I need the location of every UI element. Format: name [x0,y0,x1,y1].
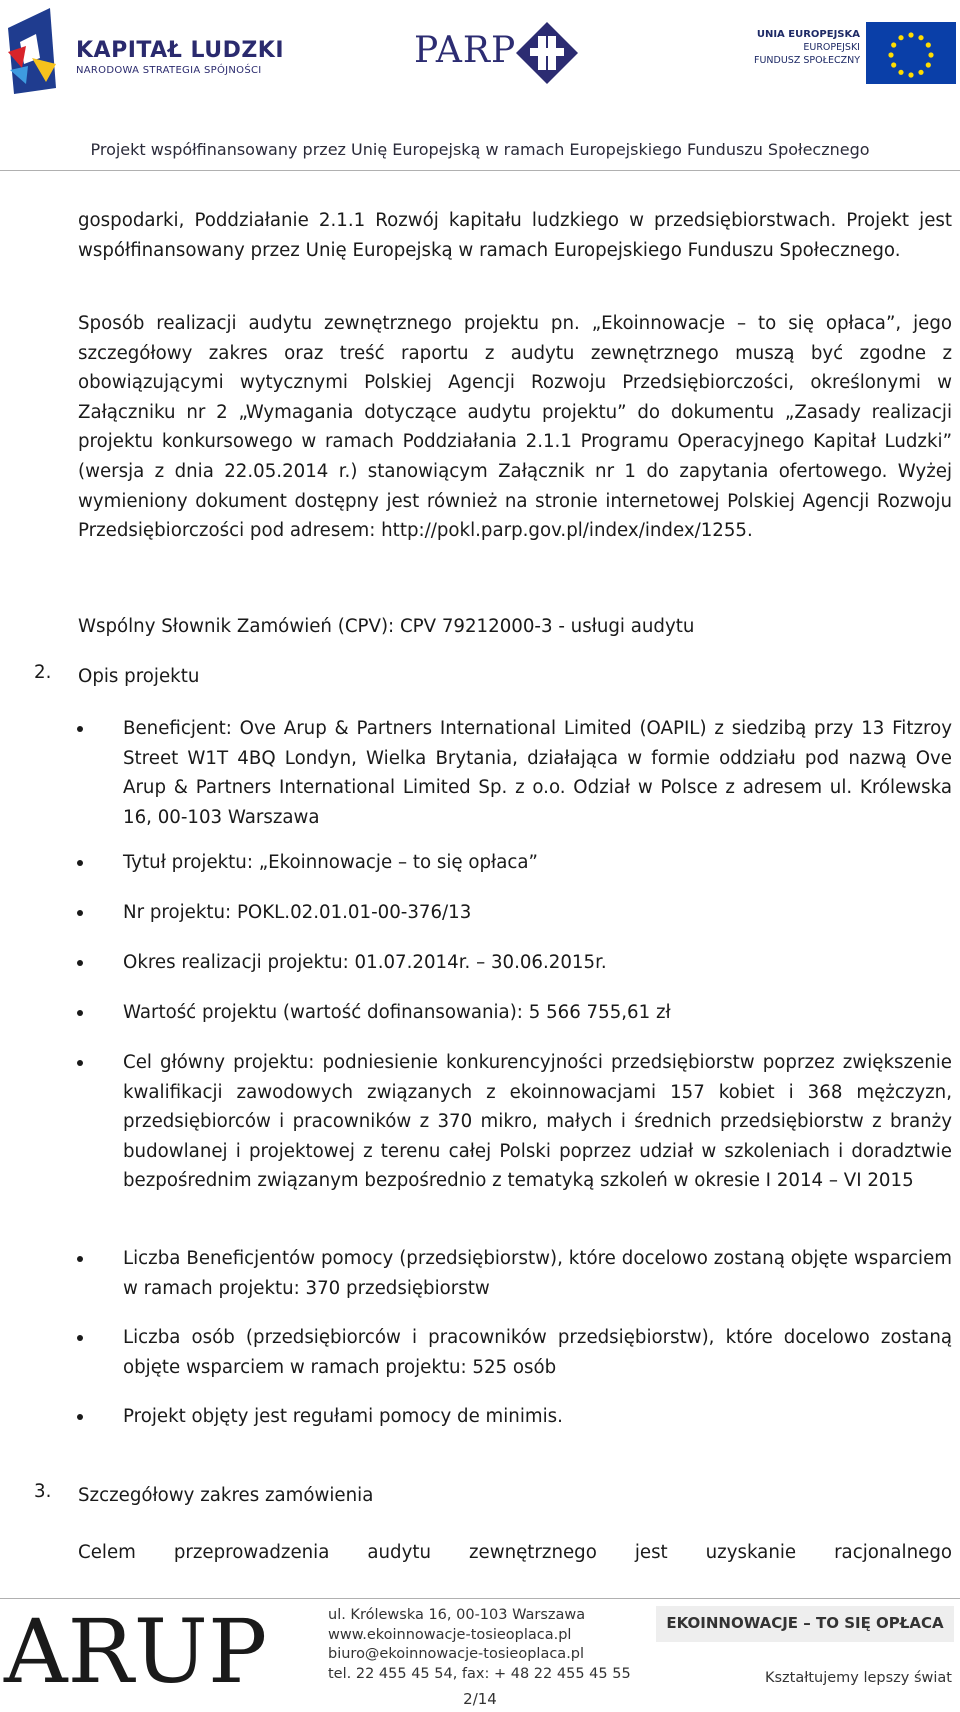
eu-title: UNIA EUROPEJSKA [756,29,860,40]
footer-phone: tel. 22 455 45 54, fax: + 48 22 455 45 55 [328,1665,631,1682]
eu-fund-line2: FUNDUSZ SPOŁECZNY [754,55,860,66]
bullet-beneficiary: Beneficjent: Ove Arup & Partners International Limited (OAPIL) z siedzibą przy 13 Fitzroy Street W1T 4BQ Londyn, Wielka Brytania, działająca w formie oddziału pod nazwą Ove Arup & Partners International Limited Sp. z o.o. Odział w Polsce z adresem ul. Królewska 16, 00-103 Warszawa [123,718,952,828]
bullet-icon [77,1010,83,1016]
footer-email: biuro@ekoinnowacje-tosieoplaca.pl [328,1646,585,1662]
bullet-icon [77,1256,83,1262]
footer-divider [0,1598,960,1599]
section-3-number: 3. [34,1481,52,1502]
bullet-main-goal: Cel główny projektu: podniesienie konkurencyjności przedsiębiorstw poprzez zwiększenie kwalifikacji zawodowych związanych z ekoinnowacjami 157 kobiet i 368 mężczyzn, przedsiębiorców i pracowników z 370 mikro, małych i średnich przedsiębiorstw z branży budowlanej i projektowej z terenu całej Polski poprzez udział w szkoleniach i doradztwie bezpośrednim związanym bezpośrednio z tematyką szkoleń w okresie I 2014 – VI 2015 [123,1052,952,1192]
bullet-beneficiary-count: Liczba Beneficjentów pomocy (przedsiębiorstw), które docelowo zostaną objęte wsparciem w ramach projektu: 370 przedsiębiorstw [123,1248,952,1299]
footer-motto: Kształtujemy lepszy świat [764,1670,952,1686]
page-header [0,0,960,172]
bullet-icon [77,1060,83,1066]
section-2-number: 2. [34,662,52,683]
paragraph-audit-method: Sposób realizacji audytu zewnętrznego projektu pn. „Ekoinnowacje – to się opłaca”, jego szczegółowy zakres oraz treść raportu z audytu zewnętrznego muszą być zgodne z obowiązującymi wytycznymi Polskiej Agencji Rozwoju Przedsiębiorczości, określonymi w Załączniku nr 2 „Wymagania dotyczące audytu projektu” do dokumentu „Zasady realizacji projektu konkursowego w ramach Poddziałania 2.1.1 Programu Operacyjnego Kapitał Ludzki” (wersja z dnia 22.05.2014 r.) stanowiącym Załącznik nr 1 do zapytania ofertowego. Wyżej wymieniony dokument dostępny jest również na stronie internetowej Polskiej Agencji Rozwoju Przedsiębiorczości pod adresem: http://pokl.parp.gov.pl/index/index/1255. [78,313,952,542]
footer-address [328,1606,631,1684]
footer-slogan: EKOINNOWACJE – TO SIĘ OPŁACA [666,1614,944,1632]
kapital-ludzki-emblem-icon [6,8,70,94]
section-3-title: Szczegółowy zakres zamówienia [78,1485,374,1506]
kapital-ludzki-logo [6,8,306,94]
page-number: 2/14 [463,1690,497,1708]
eu-stars-icon [866,22,956,84]
paragraph-cpv: Wspólny Słownik Zamówień (CPV): CPV 79212000-3 - usługi audytu [78,616,695,637]
kapital-ludzki-title: KAPITAŁ LUDZKI [76,38,285,63]
bullet-icon [77,1335,83,1341]
bullet-icon [77,960,83,966]
header-divider [0,170,960,171]
section-2-title: Opis projektu [78,666,200,687]
footer-website: www.ekoinnowacje-tosieoplaca.pl [328,1626,572,1643]
bullet-de-minimis: Projekt objęty jest regułami pomocy de minimis. [123,1406,563,1427]
bullet-project-value: Wartość projektu (wartość dofinansowania): 5 566 755,61 zł [123,1002,671,1023]
eu-flag [866,22,956,84]
arup-wordmark: ARUP [4,1602,268,1692]
footer-slogan-box [656,1606,954,1642]
bullet-project-period: Okres realizacji projektu: 01.07.2014r. – 30.06.2015r. [123,952,607,973]
footer-street: ul. Królewska 16, 00-103 Warszawa [328,1607,586,1623]
paragraph-audit-goal: Celem przeprowadzenia audytu zewnętrznego jest uzyskanie racjonalnego [78,1542,952,1563]
bullet-icon [77,726,83,732]
bullet-icon [77,860,83,866]
parp-logo [410,22,580,84]
eu-logo [748,22,958,86]
bullet-icon [77,1414,83,1420]
eu-fund-line1: EUROPEJSKI [803,42,860,53]
kapital-ludzki-subtitle: NARODOWA STRATEGIA SPÓJNOŚCI [76,65,262,76]
arup-logo [0,1602,275,1692]
arup-wordmark-graphic [0,1602,275,1692]
bullet-people-count: Liczba osób (przedsiębiorców i pracowników przedsiębiorstw), które docelowo zostaną objęte wsparciem w ramach projektu: 525 osób [123,1327,952,1378]
bullet-project-title: Tytuł projektu: „Ekoinnowacje – to się opłaca” [123,852,538,873]
parp-emblem-icon [516,22,578,84]
bullet-icon [77,910,83,916]
parp-wordmark: PARP [414,30,517,71]
header-tagline: Projekt współfinansowany przez Unię Europejską w ramach Europejskiego Funduszu Społecznego [90,140,870,159]
bullet-project-number: Nr projektu: POKL.02.01.01-00-376/13 [123,902,472,923]
paragraph-intro: gospodarki, Poddziałanie 2.1.1 Rozwój kapitału ludzkiego w przedsiębiorstwach. Projekt jest współfinansowany przez Unię Europejską w ramach Europejskiego Funduszu Społecznego. [78,210,952,261]
